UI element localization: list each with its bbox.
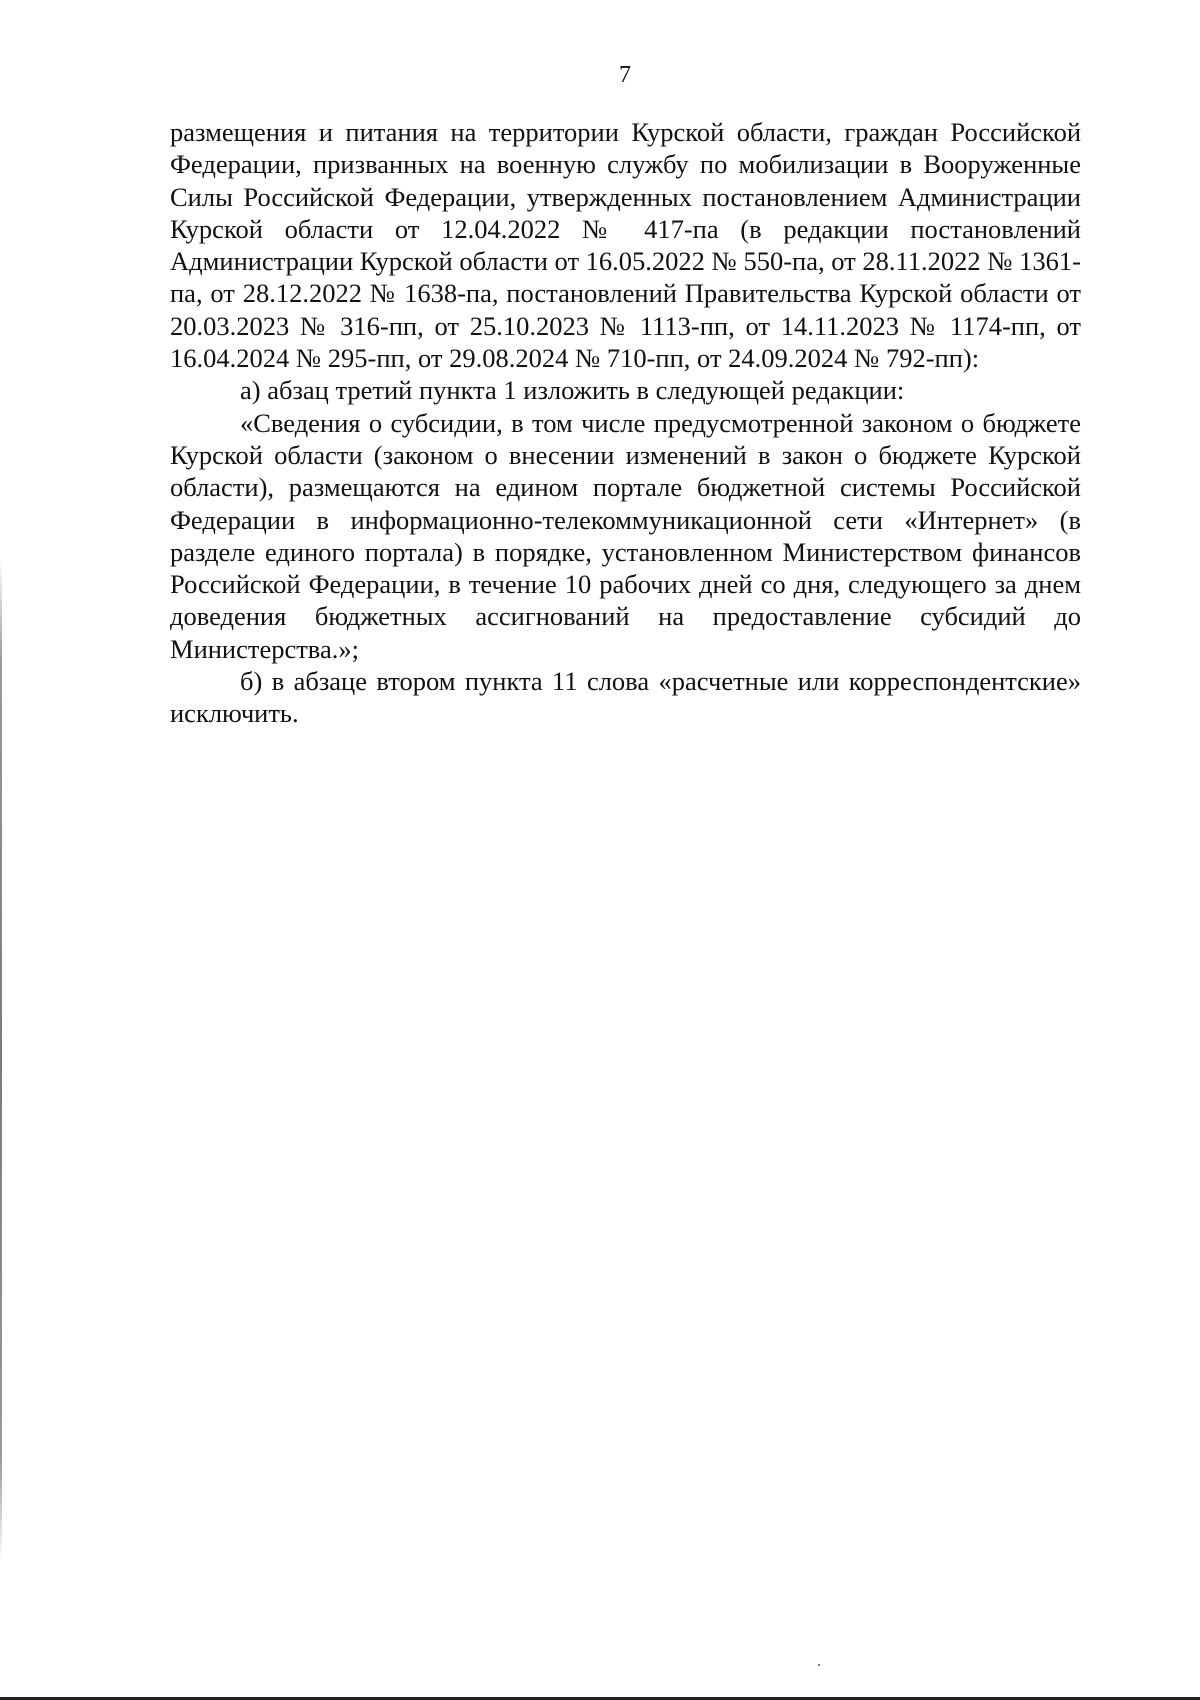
scan-speck [818,1664,820,1666]
paragraph-quoted-text: «Сведения о субсидии, в том числе предусмотренной законом о бюджете Курской области (законом о внесении изменений в закон о бюджете Курской области), размещаются на едином портале бюджетной системы Российской Федерации в информационно-телекоммуникационной сети «Интернет» (в разделе единого портала) в порядке, установленном Министерством финансов Российской Федерации, в течение 10 рабочих дней со дня, следующего за днем доведения бюджетных ассигнований на предоставление субсидий до Министерства.»; [170,407,1081,664]
paragraph-item-a: а) абзац третий пункта 1 изложить в следующей редакции: [240,375,905,406]
scan-left-edge [0,560,2,1560]
paragraph-continuation: размещения и питания на территории Курской области, граждан Российской Федерации, призванных на военную службу по мобилизации в Вооруженные Силы Российской Федерации, утвержденных постановлением Администрации Курской области от 12.04.2022 № 417-па (в редакции постановлений Администрации Курской области от 16.05.2022 № 550-па, от 28.11.2022 № 1361-па, от 28.12.2022 № 1638-па, постановлений Правительства Курской области от 20.03.2023 № 316-пп, от 25.10.2023 № 1113-пп, от 14.11.2023 № 1174-пп, от 16.04.2024 № 295-пп, от 29.08.2024 № 710-пп, от 24.09.2024 № 792-пп): [170,117,1081,374]
document-body [170,116,1081,730]
page-number: 7 [619,62,631,88]
paragraph-item-b: б) в абзаце втором пункта 11 слова «расчетные или корреспондентские» исключить. [170,666,1081,729]
